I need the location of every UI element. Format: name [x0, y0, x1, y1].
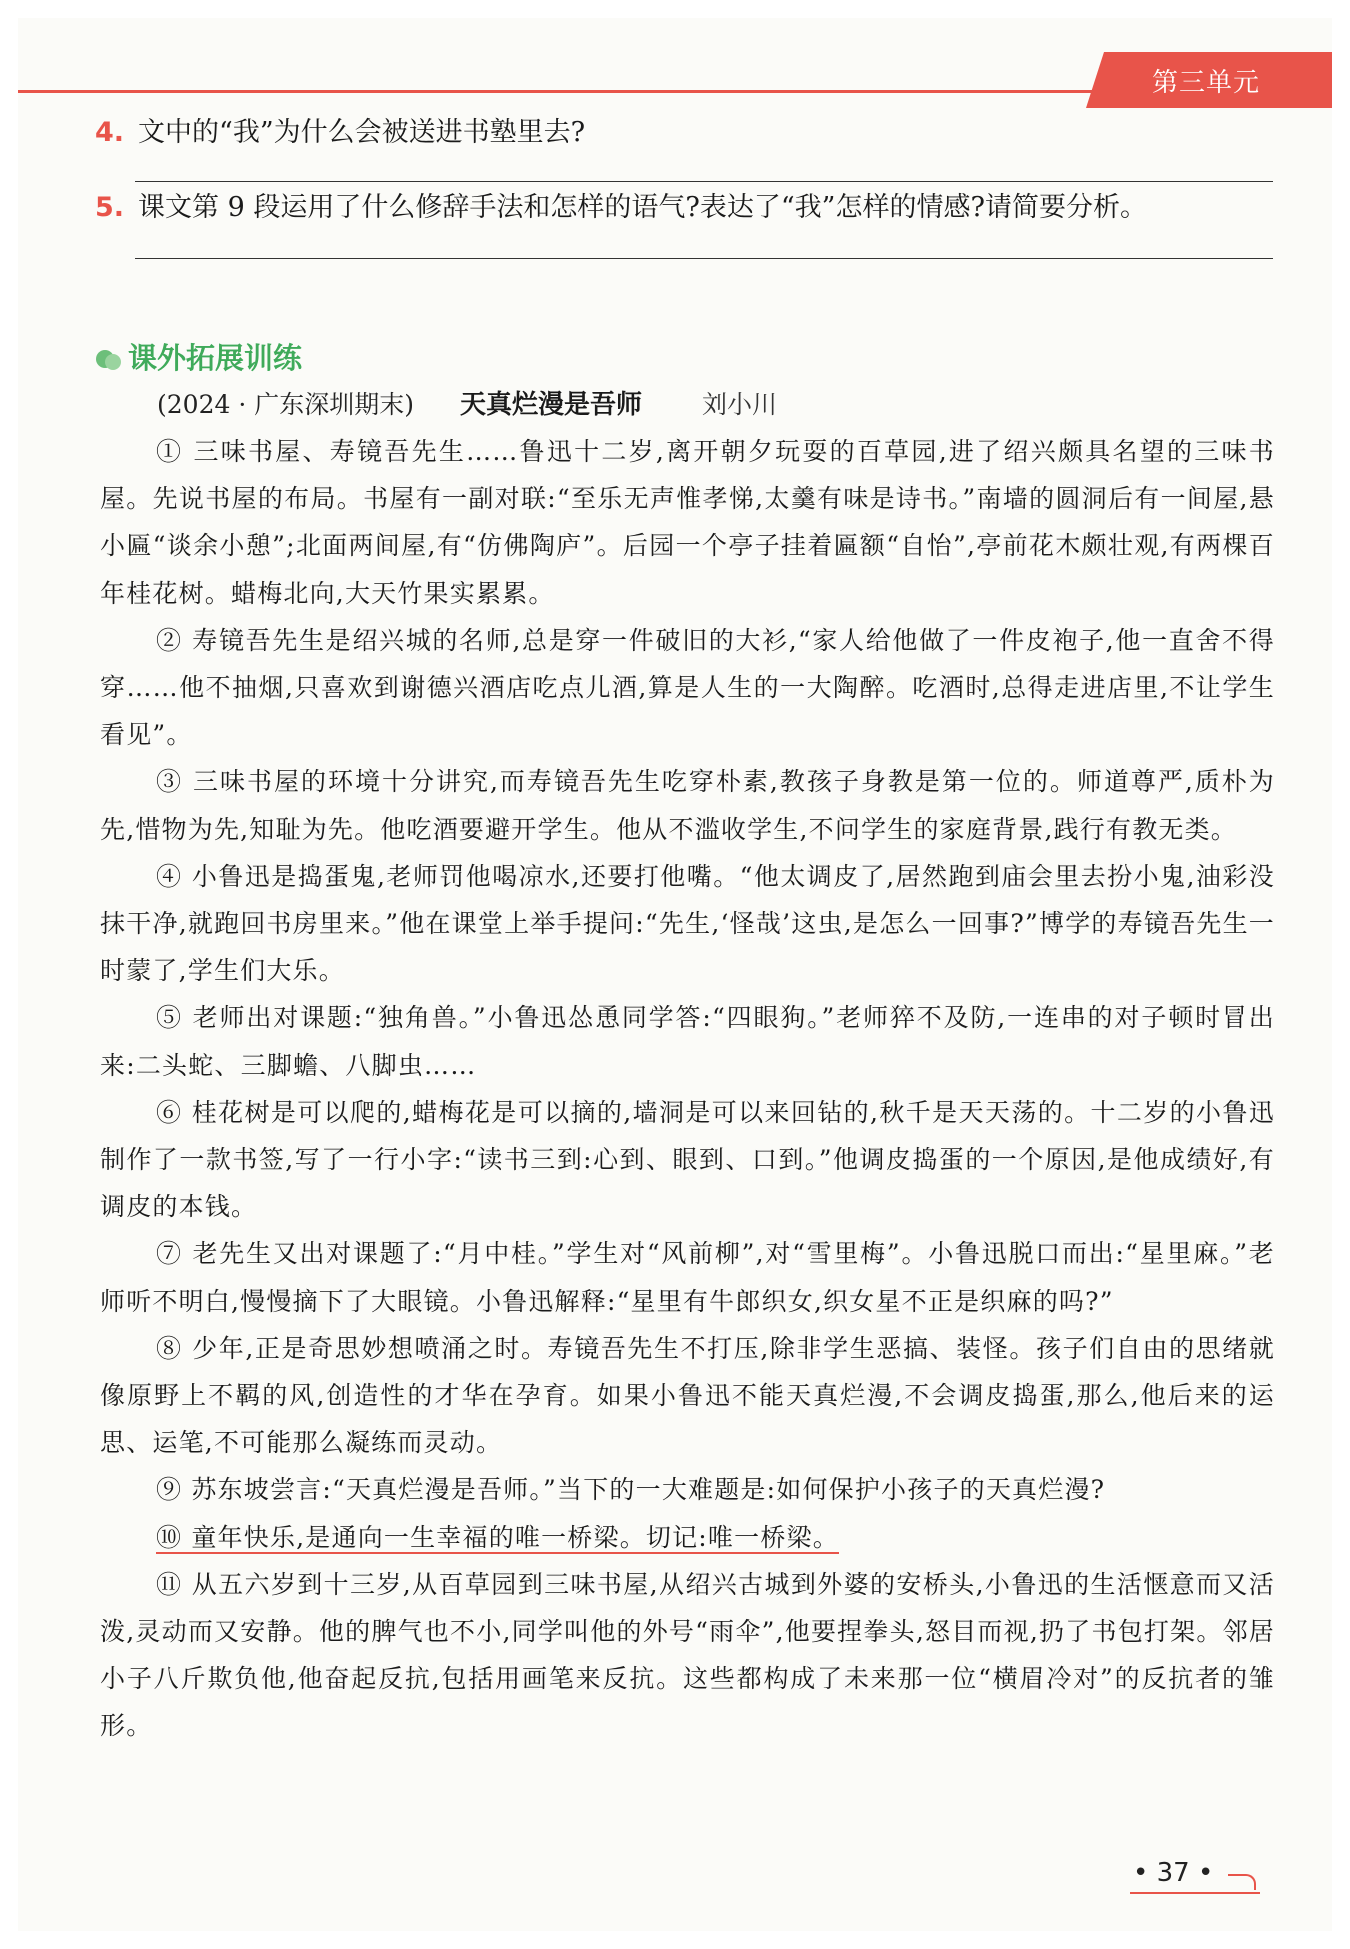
paragraph-underlined — [100, 1514, 1275, 1561]
paragraph: ④ 小鲁迅是捣蛋鬼,老师罚他喝凉水,还要打他嘴。“他太调皮了,居然跑到庙会里去扮小鬼,油彩没抹干净,就跑回书房里来。”他在课堂上举手提问:“先生,‘怪哉’这虫,是怎么一回事?”博学的寿镜吾先生一时蒙了,学生们大乐。 — [100, 861, 1275, 986]
question-text: 文中的“我”为什么会被送进书塾里去? — [138, 117, 586, 148]
page-number: • 37 • — [1133, 1858, 1214, 1888]
paragraph: ⑪ 从五六岁到十三岁,从百草园到三味书屋,从绍兴古城到外婆的安桥头,小鲁迅的生活惬意而又活泼,灵动而又安静。他的脾气也不小,同学叫他的外号“雨伞”,他要捏拳头,怒目而视,扔了书包打架。邻居小子八斤欺负他,他奋起反抗,包括用画笔来反抗。这些都构成了未来那一位“横眉冷对”的反抗者的雏形。 — [100, 1569, 1275, 1741]
leaf-dots-icon — [96, 344, 122, 370]
question-4 — [95, 113, 585, 153]
paragraph: ① 三味书屋、寿镜吾先生……鲁迅十二岁,离开朝夕玩耍的百草园,进了绍兴颇具名望的三味书屋。先说书屋的布局。书屋有一副对联:“至乐无声惟孝悌,太羹有味是诗书。”南墙的圆洞后有一间屋,悬小匾“谈余小憩”;北面两间屋,有“仿佛陶庐”。后园一个亭子挂着匾额“自怡”,亭前花木颇壮观,有两棵百年桂花树。蜡梅北向,大天竹果实累累。 — [100, 437, 1275, 608]
paragraph: ⑧ 少年,正是奇思妙想喷涌之时。寿镜吾先生不打压,除非学生恶搞、装怪。孩子们自由的思绪就像原野上不羁的风,创造性的才华在孕育。如果小鲁迅不能天真烂漫,不会调皮捣蛋,那么,他后来的运思、运笔,不可能那么凝练而灵动。 — [100, 1333, 1275, 1458]
article-heading — [157, 384, 777, 421]
answer-line-4[interactable] — [135, 181, 1273, 182]
paragraph: ② 寿镜吾先生是绍兴城的名师,总是穿一件破旧的大衫,“家人给他做了一件皮袍子,他一直舍不得穿……他不抽烟,只喜欢到谢德兴酒店吃点儿酒,算是人生的一大陶醉。吃酒时,总得走进店里,不让学生看见”。 — [100, 625, 1275, 750]
page-number-hook — [1228, 1874, 1256, 1890]
paragraph: ③ 三味书屋的环境十分讲究,而寿镜吾先生吃穿朴素,教孩子身教是第一位的。师道尊严,质朴为先,惜物为先,知耻为先。他吃酒要避开学生。他从不滥收学生,不问学生的家庭背景,践行有教无类。 — [100, 767, 1275, 844]
article-source: (2024 · 广东深圳期末) — [157, 390, 414, 419]
answer-line-5[interactable] — [135, 258, 1273, 259]
article-author: 刘小川 — [702, 390, 778, 419]
paragraph: ⑦ 老先生又出对课题了:“月中桂。”学生对“风前柳”,对“雪里梅”。小鲁迅脱口而出:“星里麻。”老师听不明白,慢慢摘下了大眼镜。小鲁迅解释:“星里有牛郎织女,织女星不正是织麻的吗?” — [100, 1239, 1275, 1316]
article-body — [100, 428, 1275, 1750]
paragraph: ⑥ 桂花树是可以爬的,蜡梅花是可以摘的,墙洞是可以来回钻的,秋千是天天荡的。十二岁的小鲁迅制作了一款书签,写了一行小字:“读书三到:心到、眼到、口到。”他调皮捣蛋的一个原因,是他成绩好,有调皮的本钱。 — [100, 1097, 1275, 1222]
page-number-rule — [1130, 1892, 1260, 1894]
paragraph: ⑤ 老师出对课题:“独角兽。”小鲁迅怂恿同学答:“四眼狗。”老师猝不及防,一连串的对子顿时冒出来:二头蛇、三脚蟾、八脚虫…… — [100, 1003, 1275, 1080]
question-number: 5. — [95, 192, 125, 223]
underlined-sentence: ⑩ 童年快乐,是通向一生幸福的唯一桥梁。切记:唯一桥梁。 — [156, 1522, 839, 1552]
question-5 — [95, 188, 1147, 228]
section-title: 课外拓展训练 — [128, 341, 303, 375]
paragraph: ⑨ 苏东坡尝言:“天真烂漫是吾师。”当下的一大难题是:如何保护小孩子的天真烂漫? — [156, 1475, 1106, 1505]
unit-label: 第三单元 — [1152, 68, 1261, 98]
question-number: 4. — [95, 117, 125, 148]
article-title: 天真烂漫是吾师 — [459, 390, 642, 420]
section-header — [96, 336, 302, 377]
question-text: 课文第 9 段运用了什么修辞手法和怎样的语气?表达了“我”怎样的情感?请简要分析。 — [138, 192, 1147, 223]
